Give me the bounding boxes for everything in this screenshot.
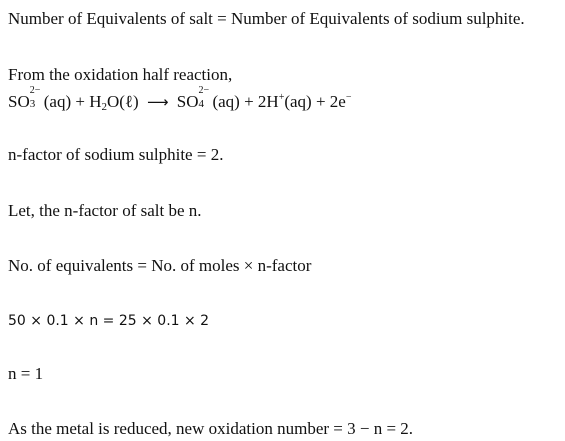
electron-charge: −	[345, 92, 352, 103]
water-subscript: 2	[101, 101, 107, 113]
hydrogen-charge: +	[278, 92, 285, 103]
equivalents-statement: Number of Equivalents of salt = Number of Equivalents of sodium sulphite.	[8, 9, 525, 28]
reactant-state: (aq) + H	[43, 92, 102, 111]
reaction-arrow-icon: ⟶	[146, 93, 169, 111]
equivalents-formula: No. of equivalents = No. of moles × n-factor	[8, 256, 312, 275]
half-reaction-equation	[8, 87, 352, 118]
n-factor-sodium-sulphite: n-factor of sodium sulphite = 2.	[8, 145, 224, 164]
n-factor-salt-assumption: Let, the n-factor of salt be n.	[8, 201, 202, 220]
n-result: n = 1	[8, 364, 44, 383]
half-reaction-intro: From the oxidation half reaction,	[8, 65, 233, 84]
water-formula: O(ℓ)	[106, 92, 139, 111]
equivalents-equation: 50 × 0.1 × n = 25 × 0.1 × 2	[8, 313, 210, 329]
oxidation-number-conclusion: As the metal is reduced, new oxidation number = 3 − n = 2.	[8, 419, 414, 438]
reactant-sulphite-formula: SO	[8, 92, 30, 111]
product-sulphate-charge: 2− 4	[198, 85, 210, 110]
reactant-sulphite-charge: 2− 3	[29, 85, 41, 110]
product-state: (aq) + 2H	[212, 92, 279, 111]
product-sulphate-formula: SO	[176, 92, 199, 111]
electron-term: (aq) + 2e	[284, 92, 346, 111]
